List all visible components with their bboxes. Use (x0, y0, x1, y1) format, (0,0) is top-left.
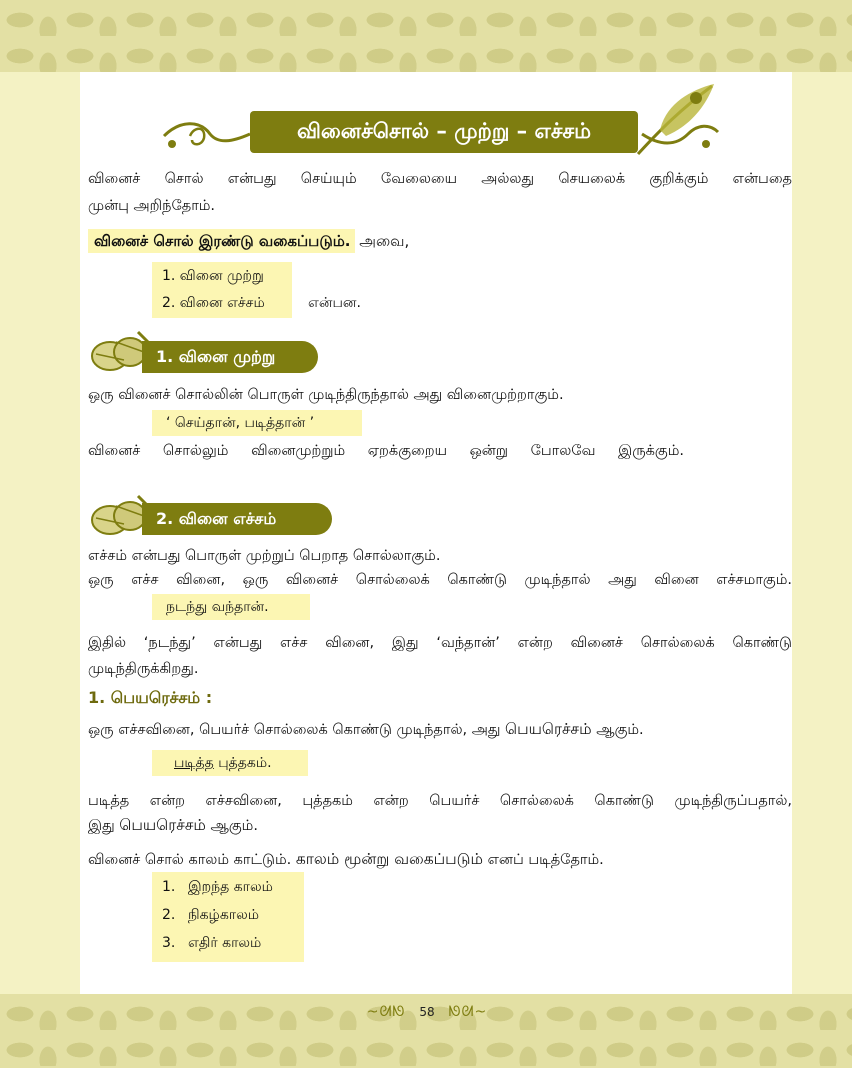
subsection-line-3-end: ஆகும். (210, 818, 258, 834)
section-2-line-4: முடிந்திருக்கிறது. (88, 661, 199, 677)
types-list-item-1: 1. வினை முற்று (162, 268, 264, 284)
subsection-line-1-text: ஒரு எச்சவினை, பெயர்ச் சொல்லைக் கொண்டு முடிந்தால், அது (88, 722, 501, 738)
tense-item-3-text: எதிர் காலம் (188, 935, 262, 951)
subsection-example (152, 750, 308, 776)
section-2-line-2: ஒரு எச்ச வினை, ஒரு வினைச் சொல்லைக் கொண்டு முடிந்தால் அது வினை எச்சமாகும். (88, 572, 792, 588)
subsection-line-3 (88, 812, 792, 839)
tense-line-bold: காலம் மூன்று வகைப்படும் (295, 850, 483, 868)
top-decorative-band (0, 0, 852, 72)
section-1-line-2: வினைச் சொல்லும் வினைமுற்றும் ஏறக்குறைய ஒன்று போலவே இருக்கும். (88, 443, 684, 459)
swirl-ornament-icon (640, 112, 720, 156)
types-line (88, 228, 792, 254)
types-list-suffix: என்பன. (308, 295, 361, 311)
tense-item-3-num: 3. (162, 935, 176, 951)
tense-item-1-text: இறந்த காலம் (188, 879, 273, 895)
subsection-term: பெயரெச்சம் (505, 720, 592, 738)
subsection-line-1 (88, 716, 792, 743)
swirl-ornament-icon: ~ᘛᘚ (366, 1004, 406, 1020)
section-2-line-1: எச்சம் என்பது பொருள் முற்றுப் பெறாத சொல்லாகும். (88, 548, 441, 564)
tense-item-2 (162, 904, 259, 926)
tense-line (88, 846, 792, 873)
intro-line-2: முன்பு அறிந்தோம். (88, 198, 216, 214)
types-bold-text: வினைச் சொல் இரண்டு வகைப்படும். (88, 229, 355, 253)
types-list-box (152, 262, 292, 318)
subsection-line-2: படித்த என்ற எச்சவினை, புத்தகம் என்ற பெயர்ச் சொல்லைக் கொண்டு முடிந்திருப்பதால், (88, 793, 792, 809)
intro-line-1: வினைச் சொல் என்பது செய்யும் வேலையை அல்லது செயலைக் குறிக்கும் என்பதை (88, 171, 792, 187)
subsection-line-1-end: ஆகும். (596, 722, 644, 738)
tense-item-2-num: 2. (162, 907, 176, 923)
section-2-heading: 2. வினை எச்சம் (142, 503, 332, 535)
page-title: வினைச்சொல் – முற்று – எச்சம் (250, 111, 638, 153)
section-1-line-1: ஒரு வினைச் சொல்லின் பொருள் முடிந்திருந்தால் அது வினைமுற்றாகும். (88, 387, 564, 403)
tense-line-text: வினைச் சொல் காலம் காட்டும். (88, 852, 292, 868)
subsection-example-word: படித்த (174, 755, 214, 771)
tense-line-end: எனப் படித்தோம். (487, 852, 604, 868)
swirl-ornament-icon (160, 112, 252, 156)
tense-item-2-text: நிகழ்காலம் (188, 907, 259, 923)
subsection-example-noun: புத்தகம். (218, 755, 272, 771)
tense-item-1-num: 1. (162, 879, 176, 895)
section-1-example: ‘ செய்தான், படித்தான் ’ (152, 410, 362, 436)
page-number: 58 (419, 1005, 435, 1019)
subsection-line-3-text: இது (88, 818, 115, 834)
tense-item-3 (162, 932, 261, 954)
tense-list-box (152, 872, 304, 962)
types-list-item-2: 2. வினை எச்சம் (162, 295, 265, 311)
section-2-example: நடந்து வந்தான். (152, 594, 310, 620)
tense-item-1 (162, 876, 273, 898)
page-footer (352, 1000, 502, 1024)
subsection-term-2: பெயரெச்சம் (119, 816, 206, 834)
swirl-ornament-icon: ᘚᘛ~ (448, 1004, 488, 1020)
types-suffix: அவை, (359, 232, 410, 250)
section-1-heading: 1. வினை முற்று (142, 341, 318, 373)
section-2-line-3: இதில் ‘நடந்து’ என்பது எச்ச வினை, இது ‘வந்தான்’ என்ற வினைச் சொல்லைக் கொண்டு (88, 635, 792, 651)
subsection-heading: 1. பெயரெச்சம் : (88, 688, 213, 707)
